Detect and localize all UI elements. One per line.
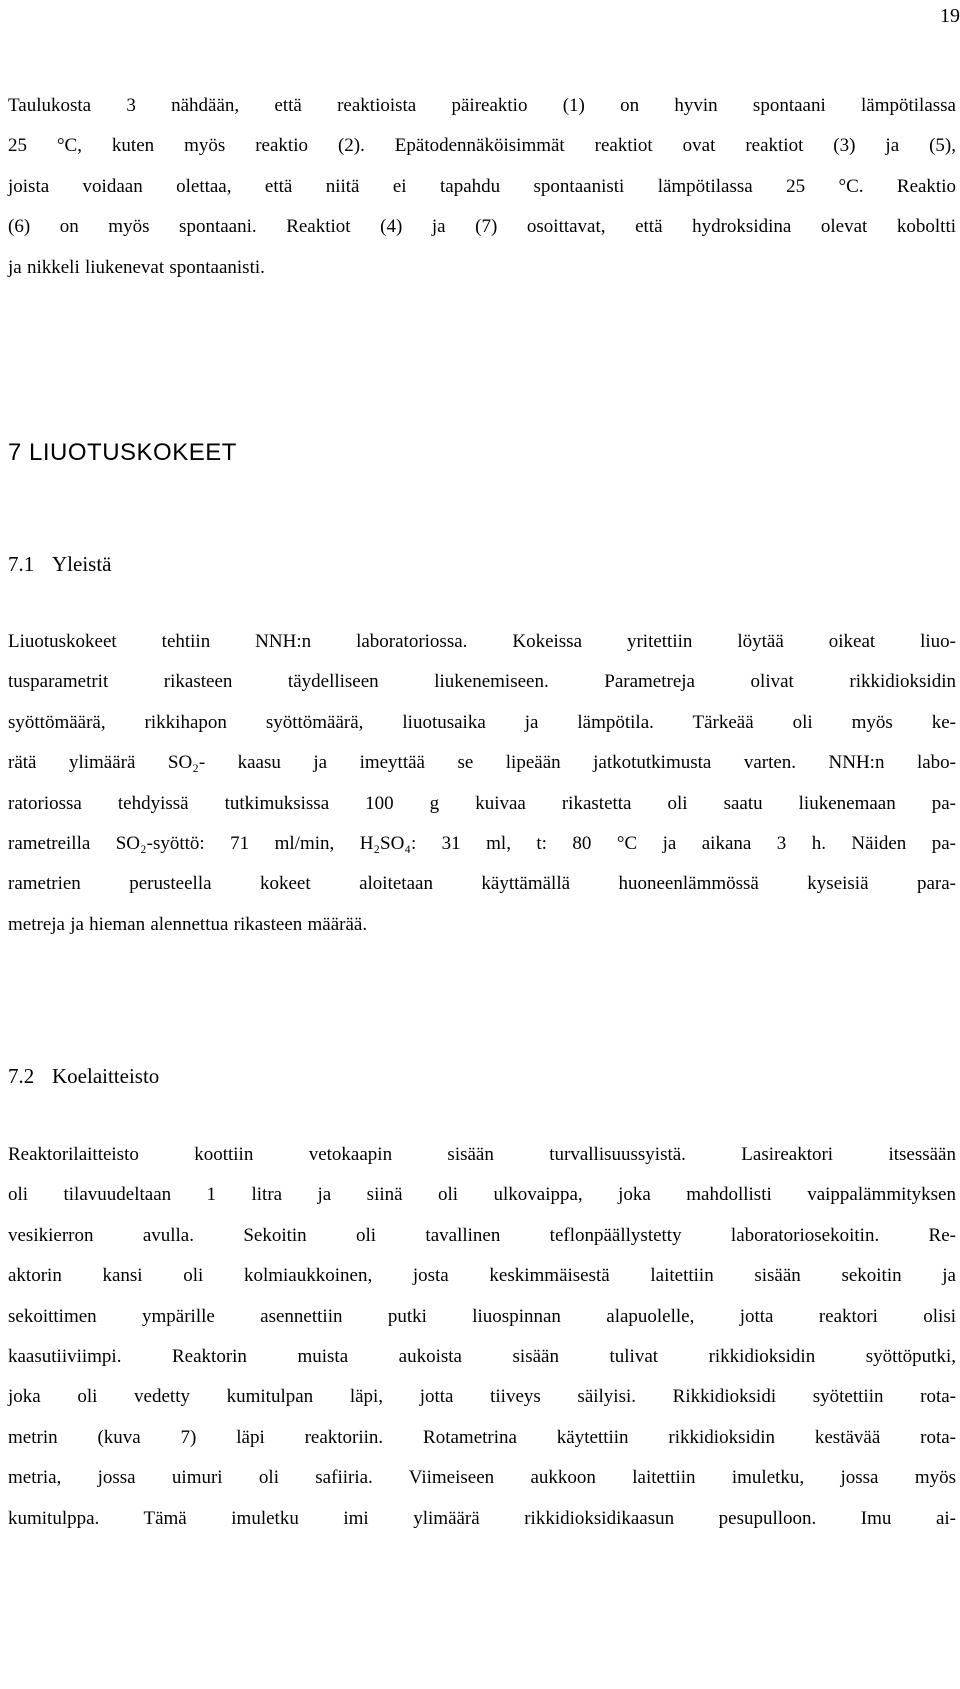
intro-paragraph bbox=[8, 86, 956, 288]
paragraph-line: kaasutiiviimpi. Reaktorin muista aukoista sisään tulivat rikkidioksidin syöttöputki, bbox=[8, 1346, 956, 1368]
section-7-2-number: 7.2 bbox=[8, 1064, 35, 1088]
intro-line: ja nikkeli liukenevat spontaanisti. bbox=[8, 256, 265, 278]
intro-line: 25 °C, kuten myös reaktio (2). Epätodennäköisimmät reaktiot ovat reaktiot (3) ja (5), bbox=[8, 135, 956, 157]
paragraph-line: rametreilla SO₂-syöttö: 71 ml/min, H₂SO₄: 31 ml, t: 80 °C ja aikana 3 h. Näiden pa- bbox=[8, 833, 956, 855]
section-7-heading bbox=[8, 438, 237, 468]
paragraph-line: metreja ja hieman alennettua rikasteen määrää. bbox=[8, 913, 368, 935]
intro-line: (6) on myös spontaani. Reaktiot (4) ja (7) osoittavat, että hydroksidina olevat koboltti bbox=[8, 216, 956, 238]
paragraph-line: kumitulppa. Tämä imuletku imi ylimäärä rikkidioksidikaasun pesupulloon. Imu ai- bbox=[8, 1507, 956, 1529]
paragraph-line: metrin (kuva 7) läpi reaktoriin. Rotametrina käytettiin rikkidioksidin kestävää rota- bbox=[8, 1426, 956, 1448]
section-7-1-title: Yleistä bbox=[52, 552, 112, 576]
paragraph-line: rametrien perusteella kokeet aloitetaan käyttämällä huoneenlämmössä kyseisiä para- bbox=[8, 873, 956, 895]
intro-line: Taulukosta 3 nähdään, että reaktioista päireaktio (1) on hyvin spontaani lämpötilassa bbox=[8, 95, 956, 116]
intro-line: joista voidaan olettaa, että niitä ei tapahdu spontaanisti lämpötilassa 25 °C. Reaktio bbox=[8, 175, 956, 197]
section-7-1-number: 7.1 bbox=[8, 552, 35, 576]
section-7-2-title: Koelaitteisto bbox=[52, 1064, 160, 1088]
paragraph-line: Reaktorilaitteisto koottiin vetokaapin sisään turvallisuussyistä. Lasireaktori itsessään bbox=[8, 1144, 956, 1165]
paragraph-line: metria, jossa uimuri oli safiiria. Viimeiseen aukkoon laitettiin imuletku, jossa myös bbox=[8, 1467, 956, 1489]
section-7-1-paragraph bbox=[8, 622, 956, 945]
section-7-2-heading bbox=[8, 1062, 159, 1090]
paragraph-line: aktorin kansi oli kolmiaukkoinen, josta keskimmäisestä laitettiin sisään sekoitin ja bbox=[8, 1265, 956, 1287]
paragraph-line: syöttömäärä, rikkihapon syöttömäärä, liuotusaika ja lämpötila. Tärkeää oli myös ke- bbox=[8, 711, 956, 733]
paragraph-line: vesikierron avulla. Sekoitin oli tavallinen teflonpäällystetty laboratoriosekoitin. Re- bbox=[8, 1224, 956, 1246]
paragraph-line: oli tilavuudeltaan 1 litra ja siinä oli ulkovaippa, joka mahdollisti vaippalämmityksen bbox=[8, 1184, 956, 1206]
paragraph-line: tusparametrit rikasteen täydelliseen liukenemiseen. Parametreja olivat rikkidioksidin bbox=[8, 671, 956, 693]
section-7-title: LIUOTUSKOKEET bbox=[29, 439, 237, 466]
paragraph-line: ratoriossa tehdyissä tutkimuksissa 100 g kuivaa rikastetta oli saatu liukenemaan pa- bbox=[8, 792, 956, 814]
section-7-2-paragraph bbox=[8, 1135, 956, 1539]
section-7-1-heading bbox=[8, 550, 111, 578]
paragraph-line: Liuotuskokeet tehtiin NNH:n laboratoriossa. Kokeissa yritettiin löytää oikeat liuo- bbox=[8, 631, 956, 652]
paragraph-line: joka oli vedetty kumitulpan läpi, jotta tiiveys säilyisi. Rikkidioksidi syötettiin rota- bbox=[8, 1386, 956, 1408]
page-number: 19 bbox=[940, 5, 960, 27]
paragraph-line: sekoittimen ympärille asennettiin putki liuospinnan alapuolelle, jotta reaktori olisi bbox=[8, 1305, 956, 1327]
section-7-number: 7 bbox=[8, 439, 22, 466]
paragraph-line: rätä ylimäärä SO₂- kaasu ja imeyttää se lipeään jatkotutkimusta varten. NNH:n labo- bbox=[8, 752, 956, 774]
